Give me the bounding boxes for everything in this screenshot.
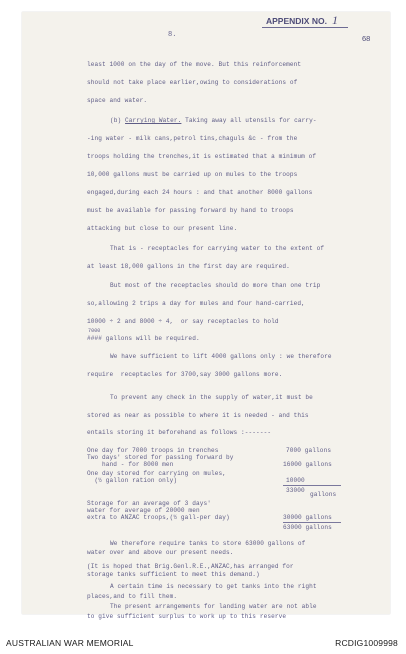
body-line: require receptacles for 3700,say 3000 gallons more. [87,371,283,378]
body-line: (It is hoped that Brig.Genl.R.E.,ANZAC,has arranged for [87,563,294,570]
table-row-label: One day stored for carrying on mules, [87,470,227,477]
body-line: to give sufficient surplus to work up to this reserve [87,613,287,620]
folio-number: 68 [362,34,371,43]
body-line: A certain time is necessary to get tanks into the right [110,583,317,590]
record-id: RCDIG1009998 [335,638,398,648]
table-row-label: hand - for 8000 men [87,461,174,468]
document-page [22,12,390,614]
body-line: at least 18,000 gallons in the first day are required. [87,263,290,270]
table-row-label: Storage for an average of 3 days' [87,500,211,507]
appendix-label: APPENDIX NO. [266,16,327,26]
appendix-number: 1 [332,13,338,27]
table-row-label: extra to ANZAC troops,(½ gall-per day) [87,514,230,521]
table-row-value: 16000 gallons [283,461,332,468]
body-line: That is - receptacles for carrying water to the extent of [110,245,325,252]
appendix-stamp [262,14,348,28]
subtotal-value: 33000 [286,487,305,494]
body-line: stored as near as possible to where it is needed - and this [87,412,309,419]
subtotal-rule [283,485,341,486]
body-line: 10000 ÷ 2 and 8000 ÷ 4, or say receptacles to hold [87,318,279,325]
table-row-value: 7000 gallons [286,447,332,454]
body-line: least 1000 on the day of the move. But this reinforcement [87,61,302,68]
section-heading: Carrying Water. [125,117,182,124]
paragraph-b-line [110,117,317,124]
body-line: But most of the receptacles should do more than one trip [110,282,321,289]
table-row-value: 10000 [286,477,305,484]
page-number: 8. [168,31,177,39]
body-line: The present arrangements for landing water are not able [110,603,317,610]
table-row-value: 30000 gallons [283,514,332,521]
body-line: We therefore require tanks to store 63000 gallons of [110,540,306,547]
body-line: water over and above our present needs. [87,549,234,556]
body-line: We have sufficient to lift 4000 gallons only : we therefore [110,353,332,360]
handwritten-correction: 7000 [88,328,101,334]
body-line: storage tanks sufficient to meet this demand.) [87,571,260,578]
body-line-continuation: Taking away all utensils for carry- [181,117,317,124]
table-row-label: Two days' stored for passing forward by [87,454,234,461]
body-line: To prevent any check in the supply of water,it must be [110,394,313,401]
total-value: 63000 gallons [283,524,332,531]
paragraph-label: (b) [110,117,122,124]
body-line: so,allowing 2 trips a day for mules and four hand-carried, [87,300,305,307]
subtotal-unit: gallons [310,491,337,498]
table-row-label: water for average of 20000 men [87,507,200,514]
institution-name: AUSTRALIAN WAR MEMORIAL [6,638,134,648]
body-line: entails storing it beforehand as follows :------- [87,429,272,436]
table-row-label: One day for 7000 troops in trenches [87,447,219,454]
body-line: -ing water - milk cans,petrol tins,chaguls &c - from the [87,135,298,142]
archive-caption-bar [0,628,406,654]
body-line: places,and to fill them. [87,593,178,600]
body-line: engaged,during each 24 hours : and that another 8000 gallons [87,189,313,196]
body-line: must be available for passing forward by hand to troops [87,207,294,214]
body-line: #### gallons will be required. [87,335,200,342]
body-line: troops holding the trenches,it is estimated that a minimum of [87,153,317,160]
body-line: attacking but close to our present line. [87,225,238,232]
table-row-label: (½ gallon ration only) [87,477,178,484]
body-line: space and water. [87,97,148,104]
body-line: 10,000 gallons must be carried up on mules to the troops [87,171,298,178]
total-rule [283,522,341,523]
body-line: should not take place earlier,owing to considerations of [87,79,298,86]
